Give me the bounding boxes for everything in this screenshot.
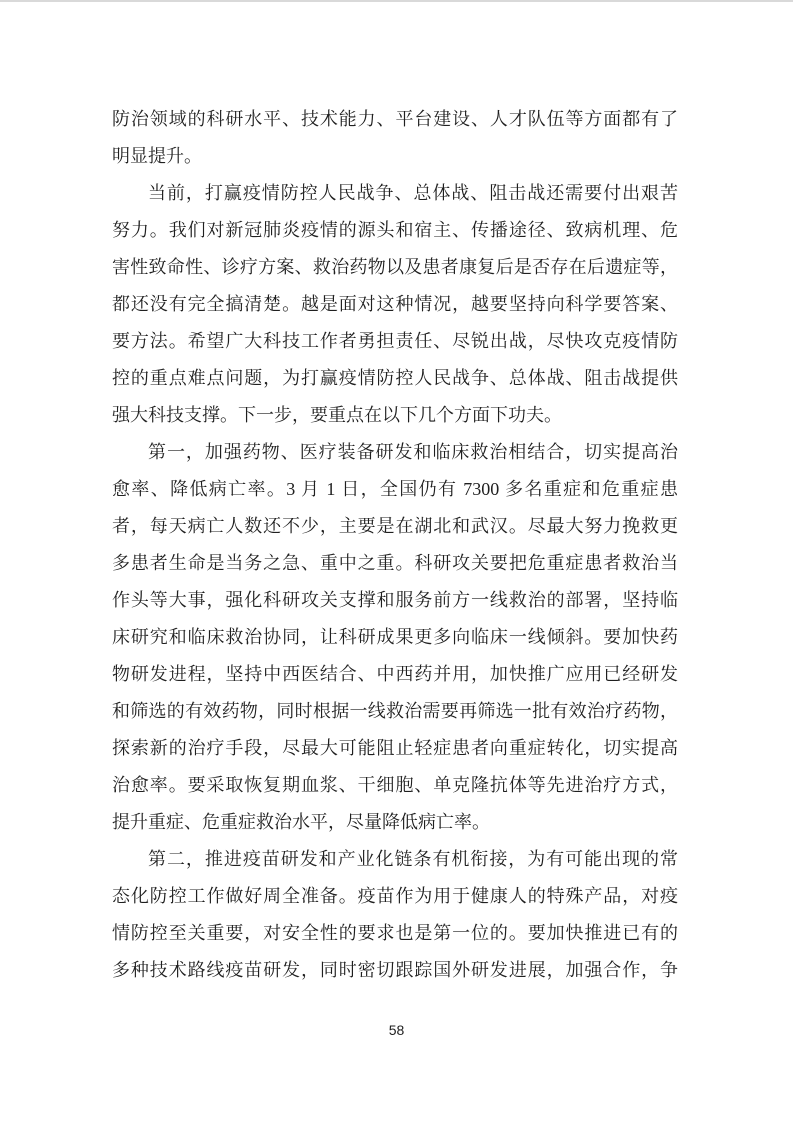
page-text [112, 101, 678, 989]
text-line: 多患者生命是当务之急、重中之重。科研攻关要把危重症患者救治当 [112, 553, 678, 573]
text-line: 探索新的治疗手段，尽最大可能阻止轻症患者向重症转化，切实提高 [112, 738, 678, 758]
text-line: 害性致命性、诊疗方案、救治药物以及患者康复后是否存在后遗症等， [112, 257, 678, 277]
text-line: 防治领域的科研水平、技术能力、平台建设、人才队伍等方面都有了 [112, 109, 678, 129]
text-line: 态化防控工作做好周全准备。疫苗作为用于健康人的特殊产品，对疫 [112, 886, 678, 906]
text-line: 明显提升。 [112, 146, 202, 166]
text-line: 要方法。希望广大科技工作者勇担责任、尽锐出战，尽快攻克疫情防 [112, 331, 678, 351]
text-line: 和筛选的有效药物，同时根据一线救治需要再筛选一批有效治疗药物， [112, 701, 678, 721]
text-line: 当前，打赢疫情防控人民战争、总体战、阻击战还需要付出艰苦 [148, 183, 678, 203]
text-line: 情防控至关重要，对安全性的要求也是第一位的。要加快推进已有的 [112, 923, 678, 943]
text-line: 提升重症、危重症救治水平，尽量降低病亡率。 [112, 812, 490, 832]
scan-edge [0, 0, 793, 2]
text-line: 者，每天病亡人数还不少，主要是在湖北和武汉。尽最大努力挽救更 [112, 516, 678, 536]
text-line: 努力。我们对新冠肺炎疫情的源头和宿主、传播途径、致病机理、危 [112, 220, 678, 240]
text-line: 床研究和临床救治协同，让科研成果更多向临床一线倾斜。要加快药 [112, 627, 678, 647]
text-line: 愈率、降低病亡率。3 月 1 日，全国仍有 7300 多名重症和危重症患 [112, 479, 678, 499]
text-line: 治愈率。要采取恢复期血浆、干细胞、单克隆抗体等先进治疗方式， [112, 775, 678, 795]
text-line: 都还没有完全搞清楚。越是面对这种情况，越要坚持向科学要答案、 [112, 294, 678, 314]
text-line: 作头等大事，强化科研攻关支撑和服务前方一线救治的部署，坚持临 [112, 590, 678, 610]
page-number: 58 [388, 1022, 405, 1038]
text-line: 强大科技支撑。下一步，要重点在以下几个方面下功夫。 [112, 405, 562, 425]
text-line: 第一，加强药物、医疗装备研发和临床救治相结合，切实提高治 [148, 442, 678, 462]
text-line: 控的重点难点问题，为打赢疫情防控人民战争、总体战、阻击战提供 [112, 368, 678, 388]
text-line: 多种技术路线疫苗研发，同时密切跟踪国外研发进展，加强合作，争 [112, 960, 678, 980]
text-line: 第二，推进疫苗研发和产业化链条有机衔接，为有可能出现的常 [148, 849, 678, 869]
text-line: 物研发进程，坚持中西医结合、中西药并用，加快推广应用已经研发 [112, 664, 678, 684]
